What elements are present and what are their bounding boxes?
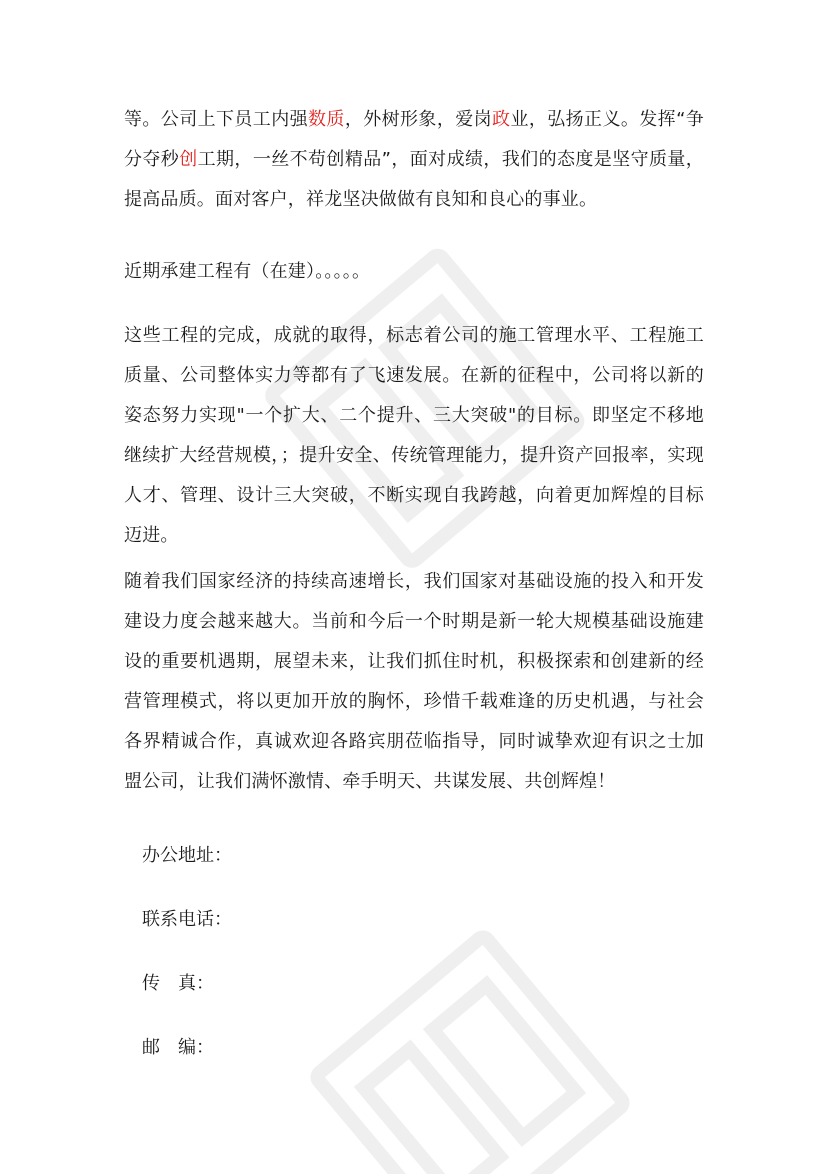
phone-label	[142, 907, 232, 933]
highlight-text: 数质	[308, 109, 345, 130]
postcode-label	[142, 1035, 214, 1061]
text-segment: ，外树形象，爱岗	[344, 109, 493, 130]
field-label: 传 真：	[142, 973, 214, 994]
text-segment: 业，弘扬正义。发挥“争分夺秒	[124, 109, 704, 170]
paragraph-recent-projects	[124, 252, 704, 292]
field-label: 联系电话：	[142, 909, 232, 930]
office-address-label	[142, 843, 232, 869]
field-label: 办公地址：	[142, 845, 232, 866]
text-segment: 工期，一丝不苟创精品”，面对成绩，我们的态度是坚守质量，提高品质。面对客户，祥龙坚决做做有良知和良心的事业。	[124, 149, 704, 210]
highlight-text: 政	[492, 109, 511, 130]
paragraph-outlook	[124, 562, 704, 802]
highlight-text: 创	[179, 149, 198, 170]
field-label: 邮 编：	[142, 1037, 214, 1058]
text-segment: 等。公司上下员工内强	[124, 109, 309, 130]
text-segment: 近期承建工程有（在建）。。。。。	[124, 261, 371, 282]
paragraph-intro-continuation	[124, 100, 704, 222]
paragraph-achievements	[124, 316, 704, 556]
text-segment: 随着我们国家经济的持续高速增长，我们国家对基础设施的投入和开发建设力度会越来越大。当前和今后一个时期是新一轮大规模基础设施建设的重要机遇期，展望未来，让我们抓住时机，积极探索和创建新的经营管理模式，将以更加开放的胸怀，珍惜千载难逢的历史机遇，与社会各界精诚合作，真诚欢迎各路宾朋莅临指导，同时诚挚欢迎有识之士加盟公司，让我们满怀激情、牵手明天、共谋发展、共创辉煌！	[124, 571, 704, 792]
fax-label	[142, 971, 214, 997]
text-segment: 这些工程的完成，成就的取得，标志着公司的施工管理水平、工程施工质量、公司整体实力等都有了飞速发展。在新的征程中，公司将以新的姿态努力实现"一个扩大、二个提升、三大突破"的目标。即坚定不移地继续扩大经营规模，；提升安全、传统管理能力，提升资产回报率，实现人才、管理、设计三大突破，不断实现自我跨越，向着更加辉煌的目标迈进。	[124, 325, 704, 546]
